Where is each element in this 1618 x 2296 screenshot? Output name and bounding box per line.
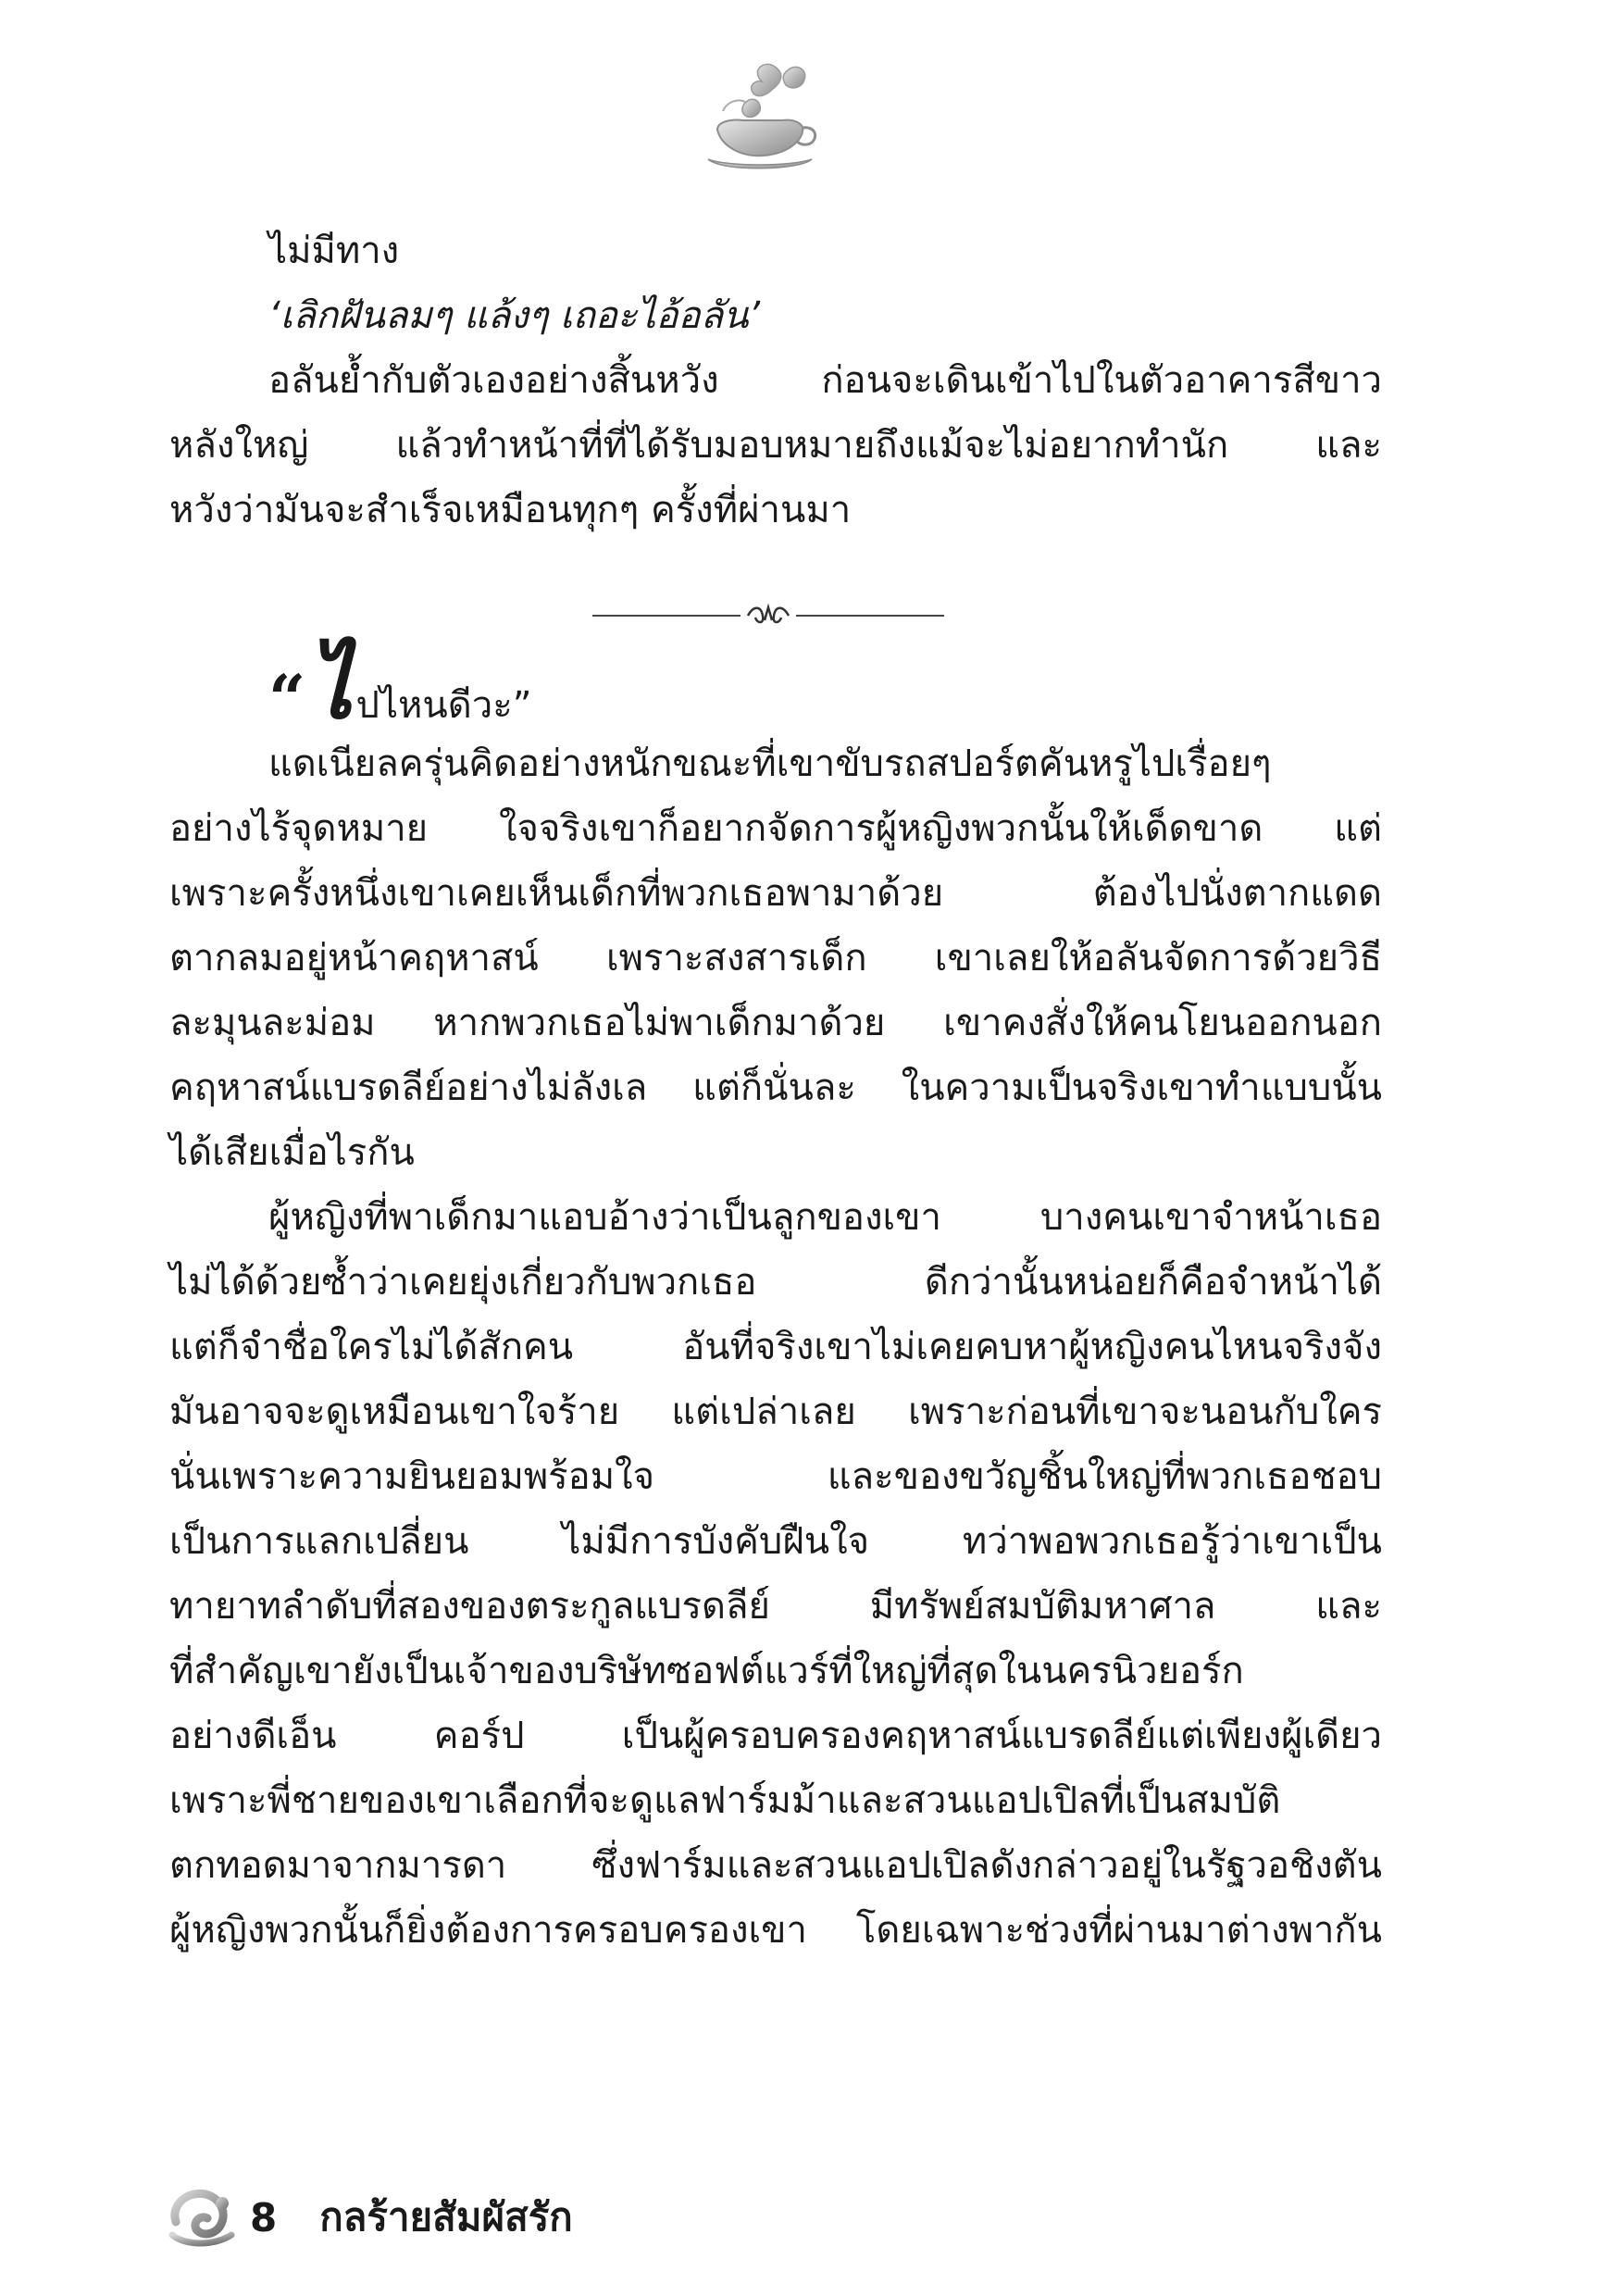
paragraph-line: ‘เลิกฝันลมๆ แล้งๆ เถอะไอ้อลัน’ (268, 294, 761, 337)
paragraph-line: ผู้หญิงพวกนั้นก็ยิ่งต้องการครอบครองเขา โดยเฉพาะช่วงที่ผ่านมาต่างพากัน (169, 1909, 1382, 1952)
dropcap-quote: “ (268, 660, 306, 737)
paragraph-line: อย่างไร้จุดหมาย ใจจริงเขาก็อยากจัดการผู้หญิงพวกนั้นให้เด็ดขาด แต่ (169, 807, 1382, 850)
paragraph-line: อย่างดีเอ็น คอร์ป เป็นผู้ครอบครองคฤหาสน์แบรดลีย์แต่เพียงผู้เดียว (169, 1715, 1382, 1757)
page-number: 8 (250, 2194, 278, 2240)
paragraph-line: มันอาจจะดูเหมือนเขาใจร้าย แต่เปล่าเลย เพราะก่อนที่เขาจะนอนกับใคร (169, 1391, 1382, 1433)
cupid-teacup-ornament-icon (690, 57, 828, 178)
paragraph-line: ไม่มีทาง (268, 230, 400, 272)
paragraph-line: ได้เสียเมื่อไรกัน (169, 1131, 415, 1174)
book-title: กลร้ายสัมผัสรัก (319, 2194, 573, 2240)
paragraph-line: ไม่ได้ด้วยซ้ำว่าเคยยุ่งเกี่ยวกับพวกเธอ ดีกว่านั้นหน่อยก็คือจำหน้าได้ (169, 1261, 1382, 1304)
paragraph-line: คฤหาสน์แบรดลีย์อย่างไม่ลังเล แต่ก็นั่นละ ในความเป็นจริงเขาทำแบบนั้น (169, 1067, 1382, 1109)
page-footer (167, 2185, 573, 2250)
paragraph-line: แดเนียลครุ่นคิดอย่างหนักขณะที่เขาขับรถสปอร์ตคันหรูไปเรื่อยๆ (268, 742, 1272, 785)
paragraph-line: หวังว่ามันจะสำเร็จเหมือนทุกๆ ครั้งที่ผ่านมา (169, 489, 852, 531)
section-1-text (169, 218, 1382, 543)
paragraph-line: ทายาทลำดับที่สองของตระกูลแบรดลีย์ มีทรัพย์สมบัติมหาศาล และ (169, 1585, 1382, 1628)
dropcap-rest-text: ปไหนดีวะ” (355, 684, 532, 727)
paragraph-line: ผู้หญิงที่พาเด็กมาแอบอ้างว่าเป็นลูกของเขา บางคนเขาจำหน้าเธอ (268, 1196, 1382, 1239)
dropcap-letter: ไ (307, 634, 353, 739)
paragraph-line: เพราะพี่ชายของเขาเลือกที่จะดูแลฟาร์มม้าและสวนแอปเปิลที่เป็นสมบัติ (169, 1779, 1281, 1822)
paragraph-line: ละมุนละม่อม หากพวกเธอไม่พาเด็กมาด้วย เขาคงสั่งให้คนโยนออกนอก (169, 1002, 1382, 1044)
paragraph-line: แต่ก็จำชื่อใครไม่ได้สักคน อันที่จริงเขาไม่เคยคบหาผู้หญิงคนไหนจริงจัง (169, 1326, 1382, 1368)
paragraph-line: นั่นเพราะความยินยอมพร้อมใจ และของขวัญชิ้นใหญ่ที่พวกเธอชอบ (169, 1455, 1382, 1498)
paragraph-line: เป็นการแลกเปลี่ยน ไม่มีการบังคับฝืนใจ ทว่าพอพวกเธอรู้ว่าเขาเป็น (169, 1520, 1382, 1563)
paragraph-line: หลังใหญ่ แล้วทำหน้าที่ที่ได้รับมอบหมายถึงแม้จะไม่อยากทำนัก และ (169, 424, 1382, 467)
chapter-opening-line (268, 634, 532, 739)
paragraph-line: ตกทอดมาจากมารดา ซึ่งฟาร์มและสวนแอปเปิลดังกล่าวอยู่ในรัฐวอชิงตัน (169, 1844, 1382, 1887)
section-2-text (169, 731, 1382, 1963)
paragraph-line: ที่สำคัญเขายังเป็นเจ้าของบริษัทซอฟต์แวร์ที่ใหญ่ที่สุดในนครนิวยอร์ก (169, 1650, 1244, 1692)
swirl-ornament-icon (167, 2185, 237, 2250)
paragraph-line: ตากลมอยู่หน้าคฤหาสน์ เพราะสงสารเด็ก เขาเลยให้อลันจัดการด้วยวิธี (169, 937, 1382, 980)
section-divider-ornament-icon (592, 602, 944, 630)
paragraph-line: เพราะครั้งหนึ่งเขาเคยเห็นเด็กที่พวกเธอพามาด้วย ต้องไปนั่งตากแดด (169, 872, 1382, 915)
paragraph-line: อลันย้ำกับตัวเองอย่างสิ้นหวัง ก่อนจะเดินเข้าไปในตัวอาคารสีขาว (268, 359, 1382, 402)
